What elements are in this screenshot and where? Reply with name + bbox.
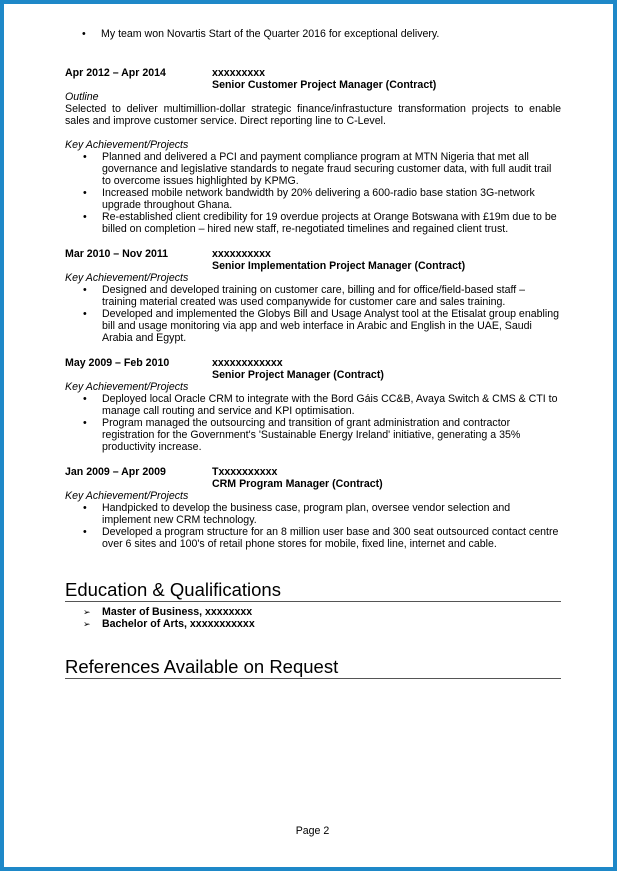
job-title: Senior Project Manager (Contract) [212,369,384,381]
top-bullet-list [64,28,561,40]
list-item: • Developed and implemented the Globys Bill and Usage Analyst tool at the Etisalat group enabling bill and usage monitoring via app and web interface in Arabic and English in the UAE, Saudi Arabia and Egypt. [65,308,561,344]
job-entry [65,466,561,550]
resume-content [65,28,561,679]
achievement-list [65,284,561,344]
job-header [65,466,561,490]
job-company: xxxxxxxxxx [212,248,271,260]
job-entry [65,248,561,344]
job-dates: May 2009 – Feb 2010 [65,357,170,369]
education-section [65,579,561,630]
job-header [65,67,561,91]
list-item: • My team won Novartis Start of the Quarter 2016 for exceptional delivery. [64,28,561,40]
list-item: ➢ Master of Business, xxxxxxxx [65,606,561,618]
job-header [65,248,561,272]
achievement-list [65,502,561,550]
job-title: CRM Program Manager (Contract) [212,478,383,490]
list-item: • Re-established client credibility for 19 overdue projects at Orange Botswana with £19m due to be billed on completion – hired new staff, re-negotiated timelines and regained client trust. [65,211,561,235]
job-entry [65,67,561,235]
job-header [65,357,561,381]
references-section [65,656,561,679]
list-item: • Program managed the outsourcing and transition of grant administration and contractor registration for the Government's 'Sustainable Energy Ireland' initiative, generating a 35% productivity increase. [65,417,561,453]
references-heading: References Available on Request [65,656,561,679]
job-company: Txxxxxxxxxx [212,466,278,478]
list-item: • Developed a program structure for an 8 million user base and 300 seat outsourced contact centre over 6 sites and 100's of retail phone stores for mobile, fixed line, internet and cable. [65,526,561,550]
achievements-label: Key Achievement/Projects [65,139,189,151]
achievement-list [65,151,561,235]
achievement-list [65,393,561,453]
list-item: • Increased mobile network bandwidth by 20% delivering a 600-radio base station 3G-network upgrade throughout Ghana. [65,187,561,211]
job-dates: Apr 2012 – Apr 2014 [65,67,166,79]
education-heading: Education & Qualifications [65,579,561,602]
outline-text: Selected to deliver multimillion-dollar strategic finance/infrastucture transformation projects to enable sales and improve customer service. Direct reporting line to C-Level. [65,103,561,127]
list-item: • Planned and delivered a PCI and payment compliance program at MTN Nigeria that met all governance and legislative standards to negate fraud securing customer data, with full audit trail to overcome issues highlighted by KPMG. [65,151,561,187]
achievements-label: Key Achievement/Projects [65,381,189,393]
achievements-label: Key Achievement/Projects [65,272,189,284]
education-list [65,606,561,630]
list-item: ➢ Bachelor of Arts, xxxxxxxxxxx [65,618,561,630]
outline-label: Outline [65,91,99,103]
page-number: Page 2 [295,825,330,837]
job-title: Senior Customer Project Manager (Contract) [212,79,437,91]
job-dates: Jan 2009 – Apr 2009 [65,466,166,478]
achievements-label: Key Achievement/Projects [65,490,189,502]
job-company: xxxxxxxxx [212,67,266,79]
list-item: • Handpicked to develop the business case, program plan, oversee vendor selection and implement new CRM technology. [65,502,561,526]
job-entry [65,357,561,453]
list-item: • Deployed local Oracle CRM to integrate with the Bord Gáis CC&B, Avaya Switch & CMS & CTI to manage call routing and service and KPI optimisation. [65,393,561,417]
list-item: • Designed and developed training on customer care, billing and for office/field-based staff – training material created was used companywide for customer care and sales training. [65,284,561,308]
job-dates: Mar 2010 – Nov 2011 [65,248,169,260]
job-title: Senior Implementation Project Manager (Contract) [212,260,466,272]
job-company: xxxxxxxxxxxx [212,357,283,369]
